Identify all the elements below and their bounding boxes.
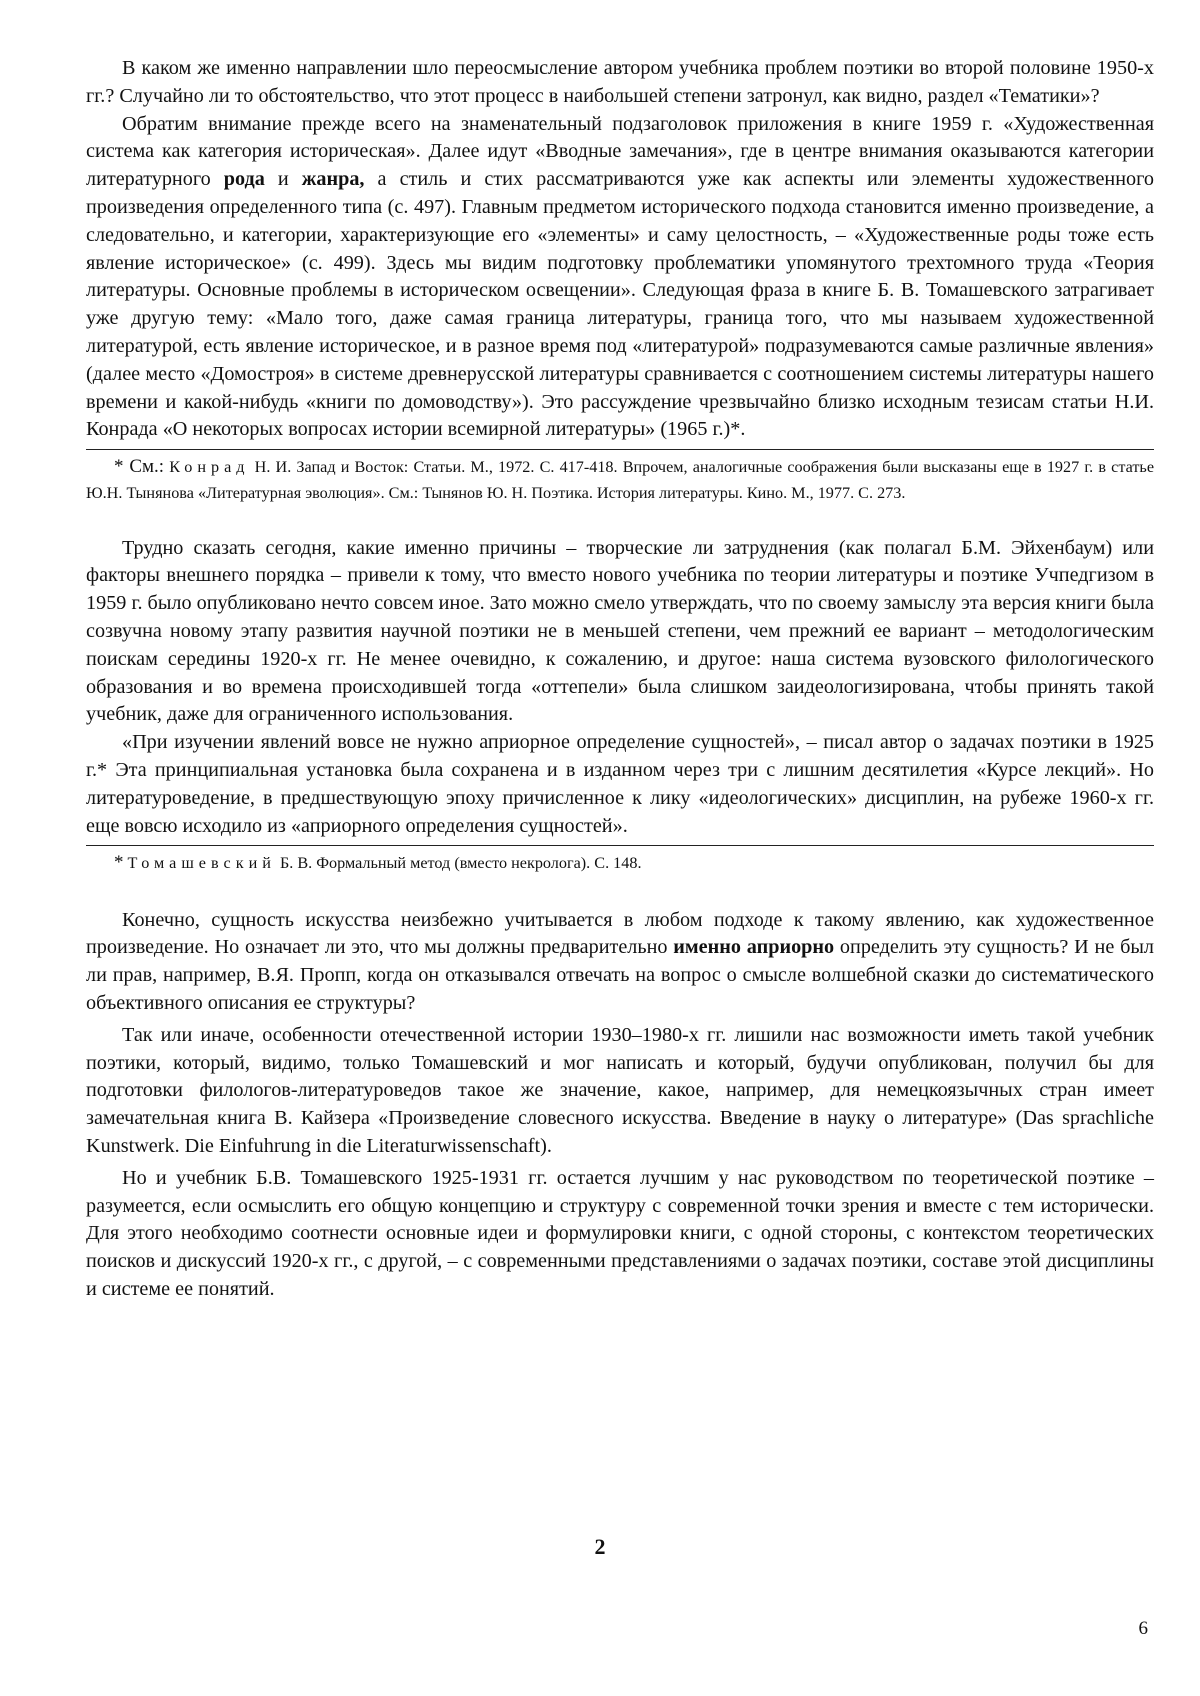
footnote-1-marker: * См.: — [114, 456, 165, 478]
footnote-1-author: Конрад — [169, 458, 250, 477]
paragraph-2 — [86, 111, 1154, 445]
paragraph-5-text-b: определить эту сущность? И не был ли прав, например, В.Я. Пропп, когда он отказывался отвечать на вопрос о смысле волшебной сказки до систематического объективного описания ее структуры? — [86, 936, 1154, 1014]
sheet-number: 6 — [1138, 1618, 1148, 1639]
footnote-divider-1 — [86, 449, 1154, 450]
paragraph-4: «При изучении явлений вовсе не нужно априорное определение сущностей», – писал автор о задачах поэтики в 1925 г.* Эта принципиальная установка была сохранена и в изданном через три с лишним десятилетия «Курсе лекций». Но литературоведение, в предшествующую эпоху причисленное к лику «идеологических» дисциплин, на рубеже 1960-х гг. еще вовсю исходило из «априорного определения сущностей». — [86, 731, 1154, 837]
paragraph-5 — [86, 907, 1154, 1018]
paragraph-1: В каком же именно направлении шло переосмысление автором учебника проблем поэтики во второй половине 1950-х гг.? Случайно ли то обстоятельство, что этот процесс в наибольшей степени затронул, как видно, раздел «Тематики»? — [86, 57, 1154, 107]
footnote-1 — [86, 454, 1154, 506]
paragraph-3: Трудно сказать сегодня, какие именно причины – творческие ли затруднения (как полагал Б.М. Эйхенбаум) или факторы внешнего порядка – привели к тому, что вместо нового учебника по теории литературы и поэтике Учпедгизом в 1959 г. было опубликовано нечто совсем иное. Зато можно смело утверждать, что по своему замыслу эта версия книги была созвучна новому этапу развития научной поэтики не в меньшей степени, чем прежний ее вариант – методологическим поискам середины 1920-х гг. Не менее очевидно, к сожалению, и другое: наша система вузовского филологического образования и во времена происходившей тогда «оттепели» была слишком заидеологизирована, чтобы принять такой учебник, даже для ограниченного использования. — [86, 536, 1154, 726]
paragraph-2-text-b: и — [264, 168, 302, 191]
bold-phrase-apriori: именно априорно — [673, 936, 835, 959]
paragraph-7: Но и учебник Б.В. Томашевского 1925-1931 гг. остается лучшим у нас руководством по теоретической поэтике – разумеется, если осмыслить его общую концепцию и структуру с современной точки зрения и вместе с тем исторически. Для этого необходимо соотнести основные идеи и формулировки книги, с одной стороны, с контекстом теоретических поисков и дискуссий 1920-х гг., с другой, – с современными представлениями о задачах поэтики, составе этой дисциплины и системе ее понятий. — [86, 1166, 1154, 1300]
footnote-2 — [86, 850, 1154, 876]
footnote-divider-2 — [86, 845, 1154, 846]
bold-term-zhanra: жанра, — [301, 168, 365, 191]
bold-term-roda: рода — [223, 168, 265, 191]
footnote-2-text: Б. В. Формальный метод (вместо некролога). С. 148. — [275, 854, 642, 873]
footnote-2-author: Томашевский — [127, 854, 276, 873]
paragraph-2-text-c: а стиль и стих рассматриваются уже как аспекты или элементы художественного произведения определенного типа (с. 497). Главным предметом исторического подхода становится именно произведение, а следовательно, и категории, характеризующие его «элементы» и саму целостность, – «Художественные роды тоже есть явление историческое» (с. 499). Здесь мы видим подготовку проблематики упомянутого трехтомного труда «Теория литературы. Основные проблемы в историческом освещении». Следующая фраза в книге Б. В. Томашевского затрагивает уже другую тему: «Мало того, даже самая граница литературы, граница того, что мы называем художественной литературой, есть явление историческое, и в разное время под «литературой» подразумеваются самые различные явления» (далее место «Домостроя» в системе древнерусской литературы сравнивается с соотношением системы литературы нашего времени и какой-нибудь «книги по домоводству»). Это рассуждение чрезвычайно близко исходным тезисам статьи Н.И. Конрада «О некоторых вопросах истории всемирной литературы» (1965 г.)*. — [86, 168, 1154, 441]
document-body — [86, 55, 1154, 1304]
footnote-1-text: Н. И. Запад и Восток: Статьи. М., 1972. С. 417-418. Впрочем, аналогичные соображения были высказаны еще в 1927 г. в статье Ю.Н. Тынянова «Литературная эволюция». См.: Тынянов Ю. Н. Поэтика. История литературы. Кино. М., 1977. С. 273. — [86, 458, 1155, 503]
paragraph-6: Так или иначе, особенности отечественной истории 1930–1980-х гг. лишили нас возможности иметь такой учебник поэтики, который, видимо, только Томашевский и мог написать и который, будучи опубликован, получил бы для подготовки филологов-литературоведов такое же значение, какое, например, для немецкоязычных стран имеет замечательная книга В. Кайзера «Произведение словесного искусства. Введение в науку о литературе» (Das sprachliche Kunstwerk. Die Einfuhrung in die Literaturwissenschaft). — [86, 1023, 1154, 1157]
paragraph-5-text-a: Конечно, сущность искусства неизбежно учитывается в любом подходе к такому явлению, как художественное произведение. Но означает ли это, что мы должны предварительно — [86, 908, 1154, 959]
footnote-2-marker: * — [114, 852, 124, 874]
paragraph-2-text-a: Обратим внимание прежде всего на знаменательный подзаголовок приложения в книге 1959 г. «Художественная система как категория историческая». Далее идут «Вводные замечания», где в центре внимания оказываются категории литературного — [86, 112, 1154, 191]
page-number: 2 — [594, 1534, 606, 1559]
